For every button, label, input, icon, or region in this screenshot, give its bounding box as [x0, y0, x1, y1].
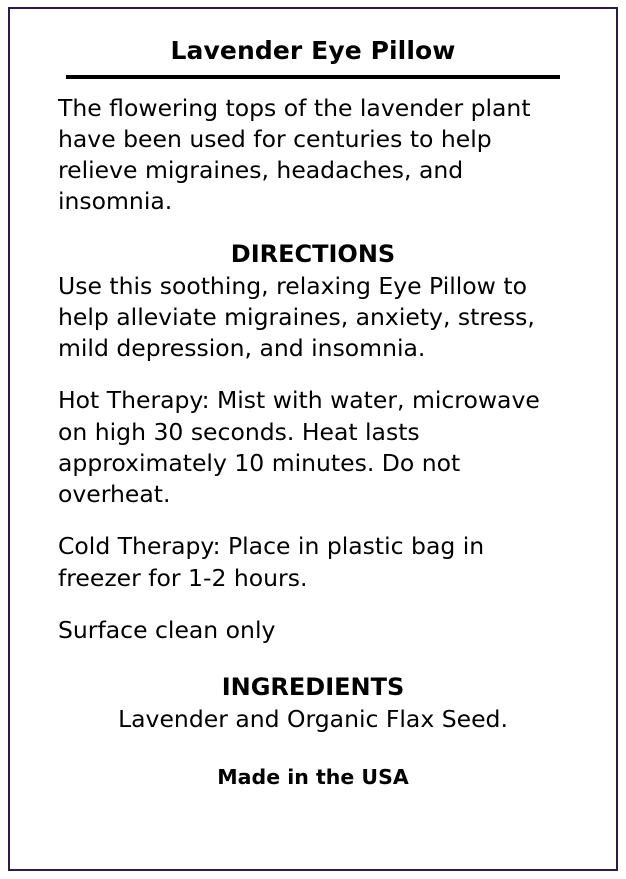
- label-content: [10, 9, 616, 869]
- product-label-card: [8, 7, 618, 871]
- origin-text: Made in the USA: [217, 765, 409, 790]
- directions-intro-paragraph: Use this soothing, relaxing Eye Pillow to help alleviate migraines, anxiety, stress, mild depression, and insomnia.: [58, 271, 535, 362]
- hot-therapy-paragraph: Hot Therapy: Mist with water, microwave on high 30 seconds. Heat lasts approximately 10 minutes. Do not overheat.: [58, 386, 540, 508]
- ingredients-heading: INGREDIENTS: [221, 673, 405, 701]
- cold-therapy-paragraph: Cold Therapy: Place in plastic bag in freezer for 1-2 hours.: [58, 532, 485, 592]
- title-divider: [66, 75, 560, 79]
- ingredients-text: Lavender and Organic Flax Seed.: [118, 705, 508, 733]
- intro-paragraph: The flowering tops of the lavender plant have been used for centuries to help relieve migraines, headaches, and insomnia.: [58, 93, 531, 216]
- page-title: Lavender Eye Pillow: [170, 36, 456, 65]
- care-instructions: Surface clean only: [58, 615, 276, 644]
- directions-heading: DIRECTIONS: [230, 239, 396, 268]
